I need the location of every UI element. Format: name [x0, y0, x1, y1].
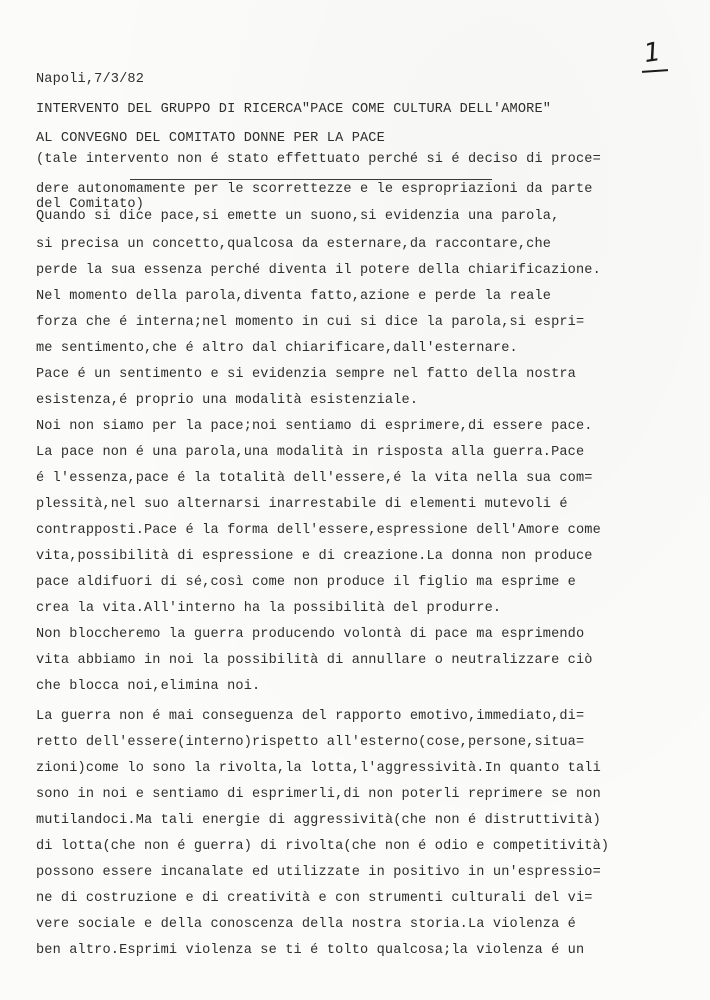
body-line: ne di costruzione e di creatività e con strumenti culturali del vi=: [36, 891, 593, 906]
body-line: é l'essenza,pace é la totalità dell'essere,é la vita nella sua com=: [36, 471, 593, 486]
body-line: La pace non é una parola,una modalità in risposta alla guerra.Pace: [36, 445, 585, 460]
body-line: ben altro.Esprimi violenza se ti é tolto qualcosa;la violenza é un: [36, 943, 585, 958]
body-line: Nel momento della parola,diventa fatto,azione e perde la reale: [36, 289, 552, 304]
note-line: del Comitato): [36, 197, 144, 212]
body-line: Pace é un sentimento e si evidenzia sempre nel fatto della nostra: [36, 367, 576, 382]
body-line: plessità,nel suo alternarsi inarrestabile di elementi mutevoli é: [36, 497, 568, 512]
body-line: forza che é interna;nel momento in cui si dice la parola,si espri=: [36, 315, 585, 330]
body-line: sono in noi e sentiamo di esprimerli,di non poterli reprimere se non: [36, 787, 601, 802]
body-line: vita abbiamo in noi la possibilità di annullare o neutralizzare ciò: [36, 653, 593, 668]
title-line: AL CONVEGNO DEL COMITATO DONNE PER LA PACE: [36, 131, 385, 146]
page-number-underline: [642, 69, 668, 73]
body-line: Non bloccheremo la guerra producendo volontà di pace ma esprimendo: [36, 627, 585, 642]
body-line: pace aldifuori di sé,così come non produce il figlio ma esprime e: [36, 575, 576, 590]
body-line: La guerra non é mai conseguenza del rapporto emotivo,immediato,di=: [36, 709, 585, 724]
note-underline: [130, 179, 492, 180]
note-line: (tale intervento non é stato effettuato perché si é deciso di proce=: [36, 152, 601, 167]
body-line: perde la sua essenza perché diventa il potere della chiarificazione.: [36, 263, 601, 278]
title-line: INTERVENTO DEL GRUPPO DI RICERCA"PACE COME CULTURA DELL'AMORE": [36, 102, 552, 117]
body-line: me sentimento,che é altro dal chiarificare,dall'esternare.: [36, 341, 518, 356]
body-line: retto dell'essere(interno)rispetto all'esterno(cose,persone,situa=: [36, 735, 585, 750]
body-line: vere sociale e della conoscenza della nostra storia.La violenza é: [36, 917, 576, 932]
note-line: dere autonomamente per le scorrettezze e le espropriazioni da parte: [36, 182, 593, 197]
body-line: esistenza,é proprio una modalità esistenziale.: [36, 393, 419, 408]
body-line: di lotta(che non é guerra) di rivolta(che non é odio e competitività): [36, 839, 610, 854]
body-line: si precisa un concetto,qualcosa da esternare,da raccontare,che: [36, 237, 552, 252]
body-line: zioni)come lo sono la rivolta,la lotta,l'aggressività.In quanto tali: [36, 761, 601, 776]
body-line: che blocca noi,elimina noi.: [36, 679, 261, 694]
body-line: Quando si dice pace,si emette un suono,si evidenzia una parola,: [36, 209, 560, 224]
date-line: Napoli,7/3/82: [36, 72, 144, 87]
page-number: 1: [641, 36, 663, 70]
body-line: possono essere incanalate ed utilizzate in positivo in un'espressio=: [36, 865, 601, 880]
body-line: Noi non siamo per la pace;noi sentiamo di esprimere,di essere pace.: [36, 419, 593, 434]
body-line: contrapposti.Pace é la forma dell'essere,espressione dell'Amore come: [36, 523, 601, 538]
body-line: crea la vita.All'interno ha la possibilità del produrre.: [36, 601, 502, 616]
body-line: vita,possibilità di espressione e di creazione.La donna non produce: [36, 549, 593, 564]
body-line: mutilandoci.Ma tali energie di aggressività(che non é distruttività): [36, 813, 601, 828]
